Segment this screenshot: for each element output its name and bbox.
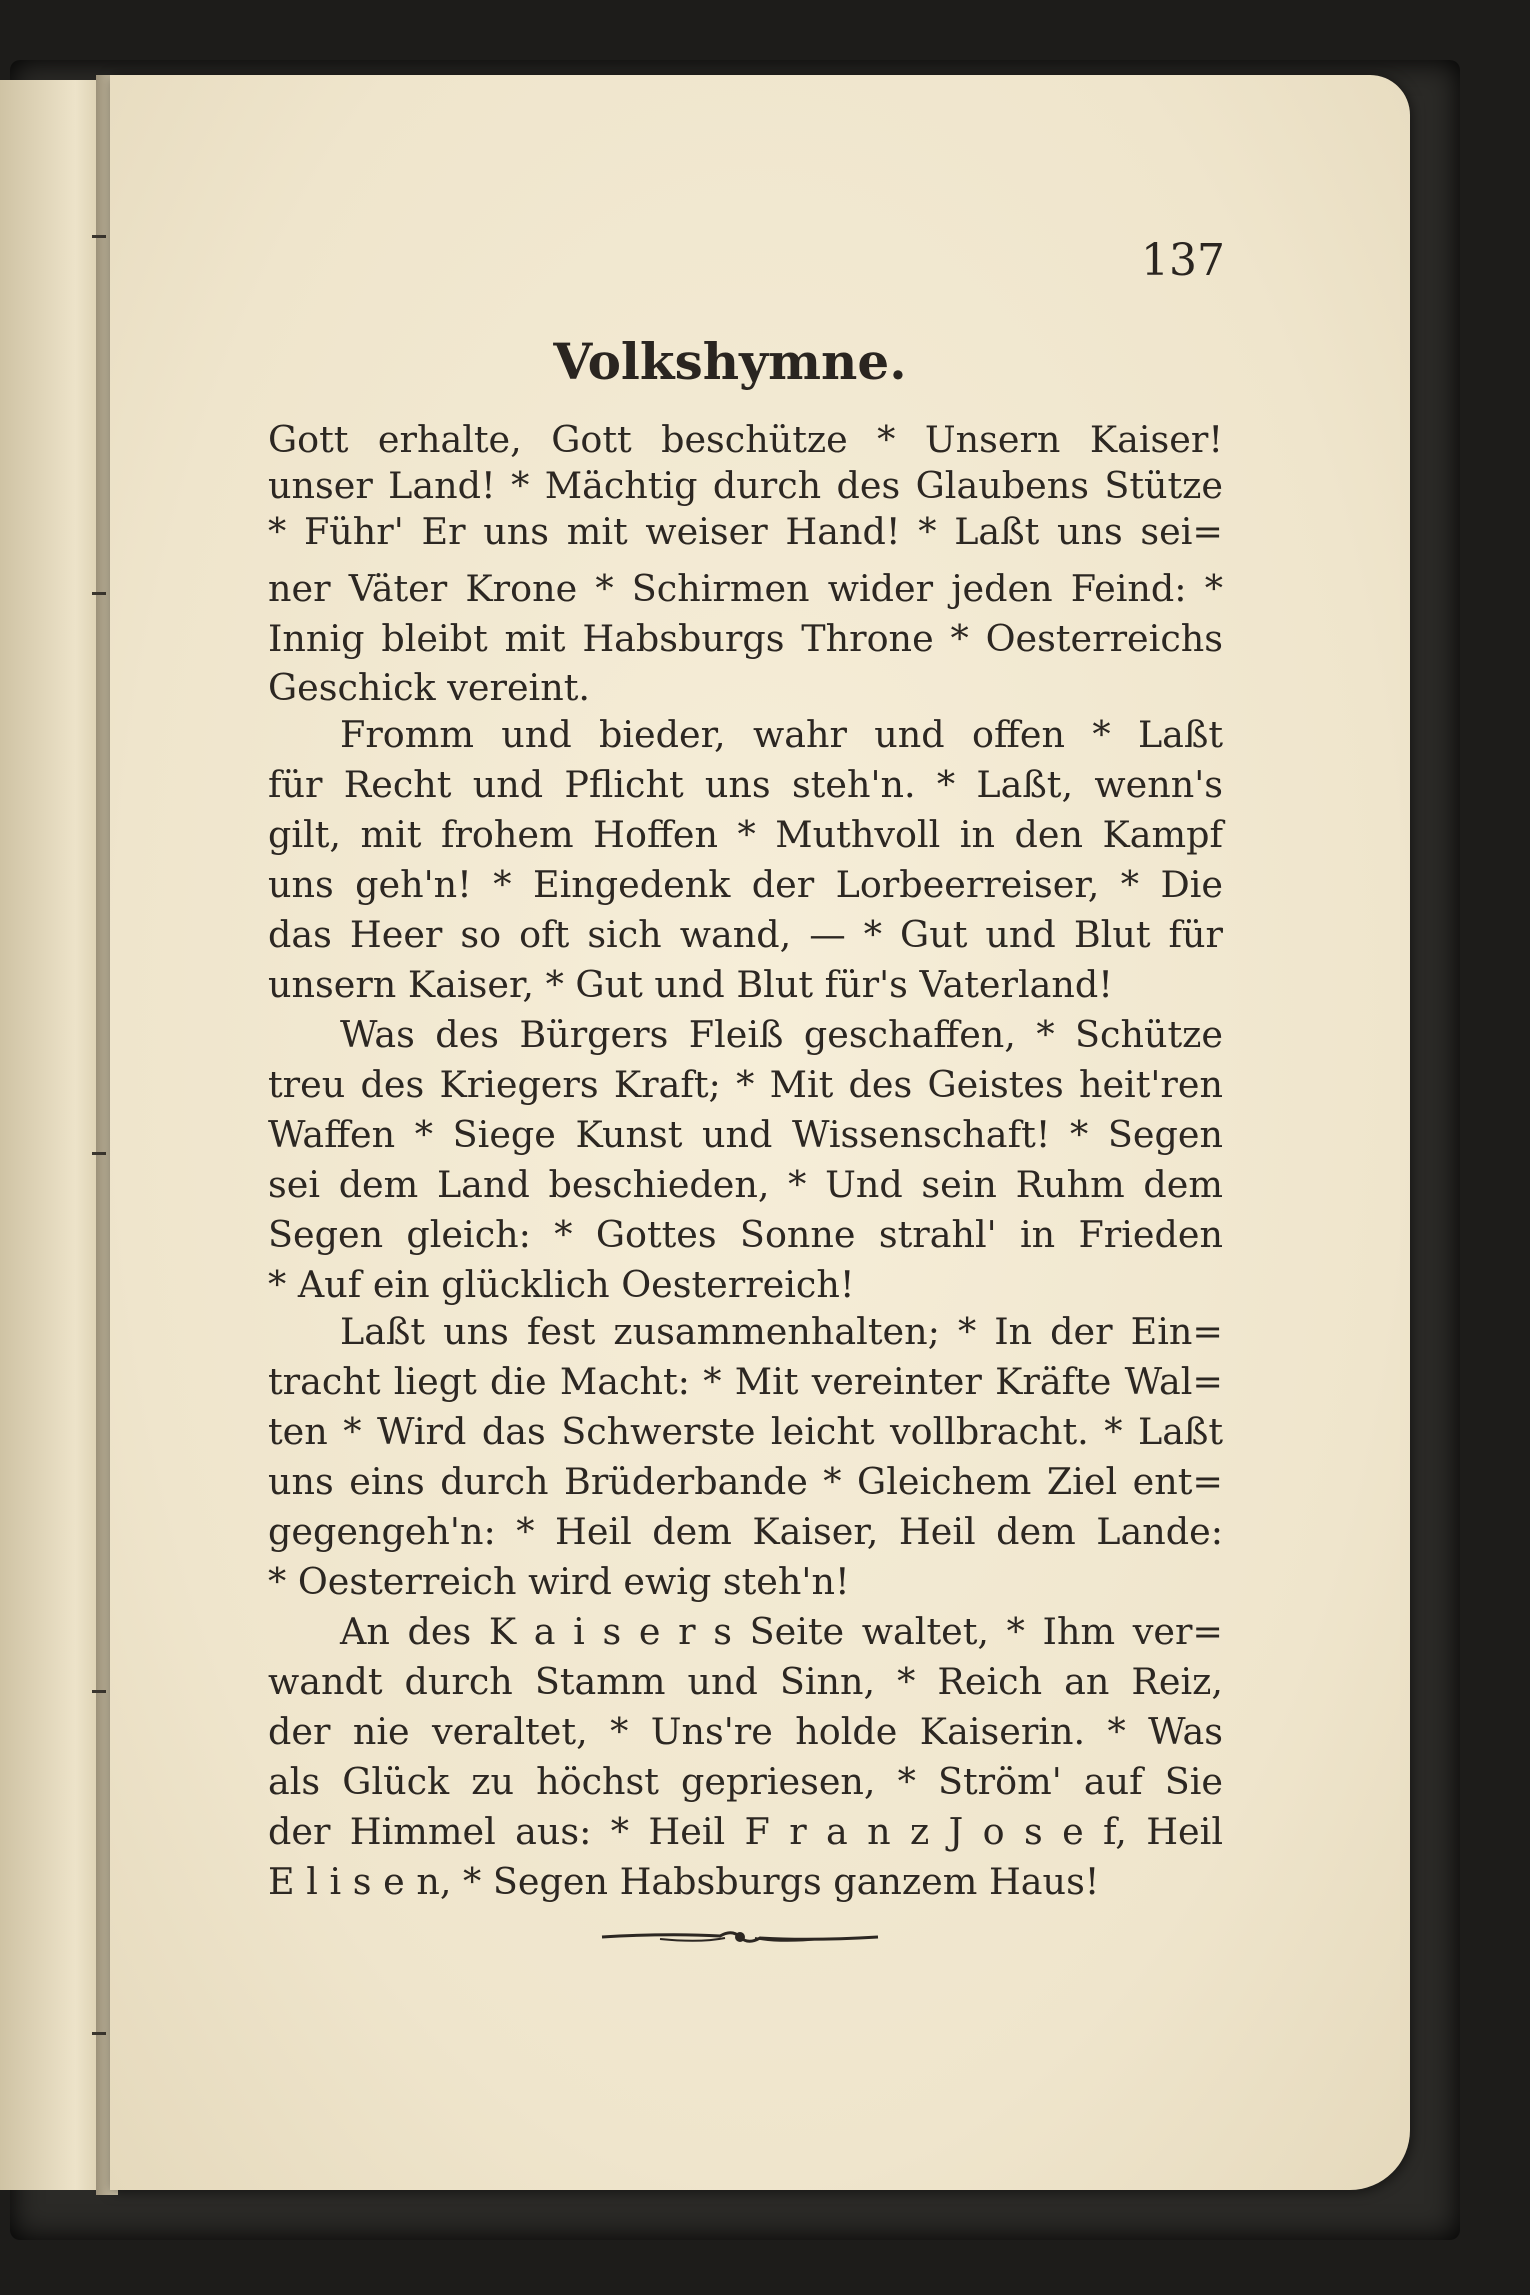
text-line: ten * Wird das Schwerste leicht vollbracht. * Laßt [268,1410,1223,1453]
text-line: uns eins durch Brüderbande * Gleichem Ziel ent= [268,1460,1223,1503]
stitch-mark [92,235,106,238]
text-line: sei dem Land beschieden, * Und sein Ruhm dem [268,1163,1223,1206]
text-line: Segen gleich: * Gottes Sonne strahl' in Frieden [268,1213,1223,1256]
text-line: Geschick vereint. [268,666,590,709]
text-line: An des K a i s e r s Seite waltet, * Ihm ver= [340,1610,1223,1653]
text-line: treu des Kriegers Kraft; * Mit des Geistes heit'ren [268,1063,1223,1106]
text-line: * Führ' Er uns mit weiser Hand! * Laßt uns sei= [268,510,1223,553]
stitch-mark [92,592,106,595]
text-line: Fromm und bieder, wahr und offen * Laßt [340,713,1223,756]
text-line: tracht liegt die Macht: * Mit vereinter Kräfte Wal= [268,1360,1223,1403]
text-line: der nie veraltet, * Uns're holde Kaiserin. * Was [268,1710,1223,1753]
text-line: uns geh'n! * Eingedenk der Lorbeerreiser, * Die [268,863,1223,906]
text-line: wandt durch Stamm und Sinn, * Reich an Reiz, [268,1660,1223,1703]
text-line: * Auf ein glücklich Oesterreich! [268,1263,855,1306]
text-line: ner Väter Krone * Schirmen wider jeden Feind: * [268,567,1223,610]
text-line: für Recht und Pflicht uns steh'n. * Laßt, wenn's [268,763,1223,806]
text-line: Laßt uns fest zusammenhalten; * In der Ein= [340,1310,1223,1353]
text-line: Waffen * Siege Kunst und Wissenschaft! * Segen [268,1113,1223,1156]
text-line: unser Land! * Mächtig durch des Glaubens Stütze [268,464,1223,507]
text-line: gegengeh'n: * Heil dem Kaiser, Heil dem Lande: [268,1510,1223,1553]
text-line: der Himmel aus: * Heil F r a n z J o s e f, Heil [268,1810,1223,1853]
text-line: Innig bleibt mit Habsburgs Throne * Oesterreichs [268,617,1223,660]
page-number: 137 [1141,235,1225,286]
text-line: unsern Kaiser, * Gut und Blut für's Vaterland! [268,963,1113,1006]
text-line: Was des Bürgers Fleiß geschaffen, * Schütze [340,1013,1223,1056]
stitch-mark [92,1152,106,1155]
page-title: Volkshymne. [553,332,907,391]
stitch-mark [92,1690,106,1693]
text-line: als Glück zu höchst gepriesen, * Ström' auf Sie [268,1760,1223,1803]
left-page-edge [0,80,108,2190]
ornament-divider-icon [600,1925,880,1949]
text-line: das Heer so oft sich wand, — * Gut und Blut für [268,913,1223,956]
text-line: * Oesterreich wird ewig steh'n! [268,1560,850,1603]
text-line: gilt, mit frohem Hoffen * Muthvoll in den Kampf [268,813,1223,856]
stitch-mark [92,2032,106,2035]
text-line: Gott erhalte, Gott beschütze * Unsern Kaiser! [268,418,1223,461]
text-line: E l i s e n, * Segen Habsburgs ganzem Haus! [268,1860,1100,1903]
